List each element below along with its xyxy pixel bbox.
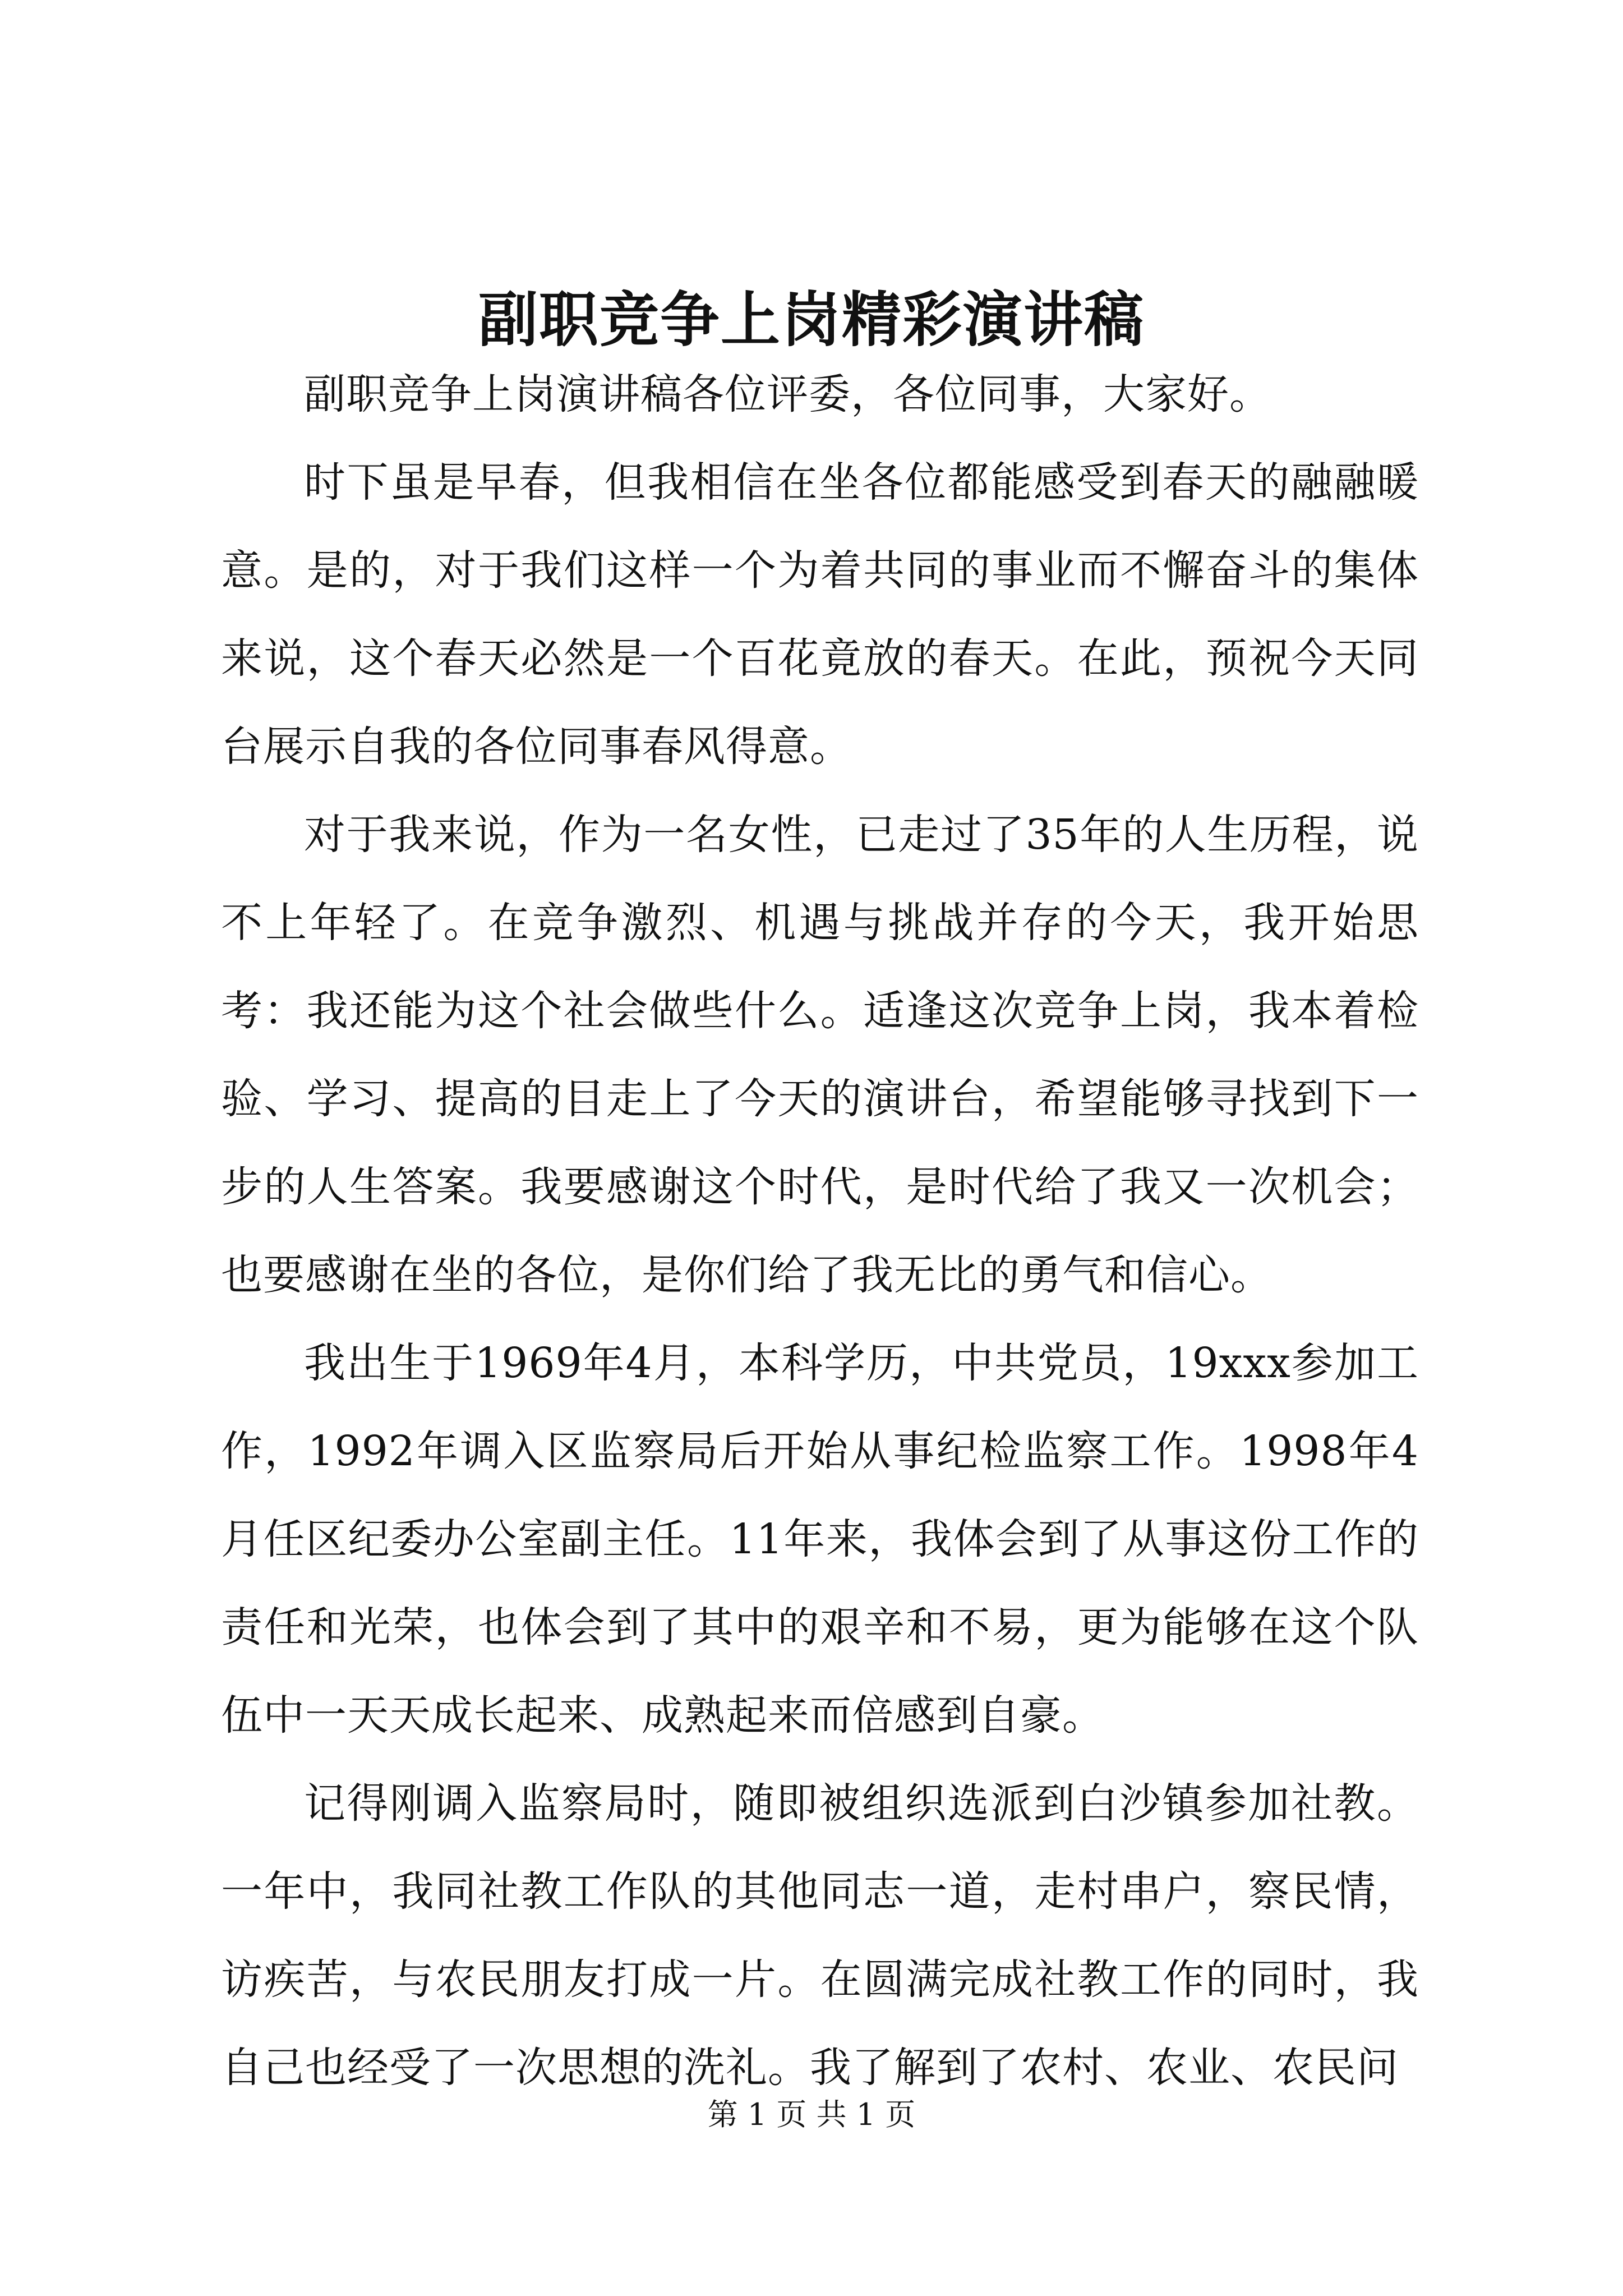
paragraph-background: 我出生于1969年4月，本科学历，中共党员，19xxx参加工作，1992年调入区监察局后开始从事纪检监察工作。1998年4月任区纪委办公室副主任。11年来，我体会到了从事这份工作的责任和光荣，也体会到了其中的艰辛和不易，更为能够在这个队伍中一天天成长起来、成熟起来而倍感到自豪。: [221, 1339, 1419, 1740]
paragraph-self-reflection: 对于我来说，作为一名女性，已走过了35年的人生历程，说不上年轻了。在竞争激烈、机遇与挑战并存的今天，我开始思考：我还能为这个社会做些什么。适逢这次竞争上岗，我本着检验、学习、提高的目走上了今天的演讲台，希望能够寻找到下一步的人生答案。我要感谢这个时代，是时代给了我又一次机会；也要感谢在坐的各位，是你们给了我无比的勇气和信心。: [221, 811, 1419, 1299]
paragraph-social-education: 记得刚调入监察局时，随即被组织选派到白沙镇参加社教。一年中，我同社教工作队的其他同志一道，走村串户，察民情，访疾苦，与农民朋友打成一片。在圆满完成社教工作的同时，我自己也经受了一次思想的洗礼。我了解到了农村、农业、农民问: [221, 1779, 1419, 2092]
document-body: [221, 351, 1419, 2112]
paragraph-spring: 时下虽是早春，但我相信在坐各位都能感受到春天的融融暖意。是的，对于我们这样一个为着共同的事业而不懈奋斗的集体来说，这个春天必然是一个百花竟放的春天。在此，预祝今天同台展示自我的各位同事春风得意。: [221, 458, 1419, 771]
paragraph-greeting: 副职竞争上岗演讲稿各位评委，各位同事，大家好。: [304, 370, 1271, 418]
document-title: 副职竞争上岗精彩演讲稿: [478, 284, 1145, 355]
page-number-footer: 第 1 页 共 1 页: [707, 2097, 916, 2132]
